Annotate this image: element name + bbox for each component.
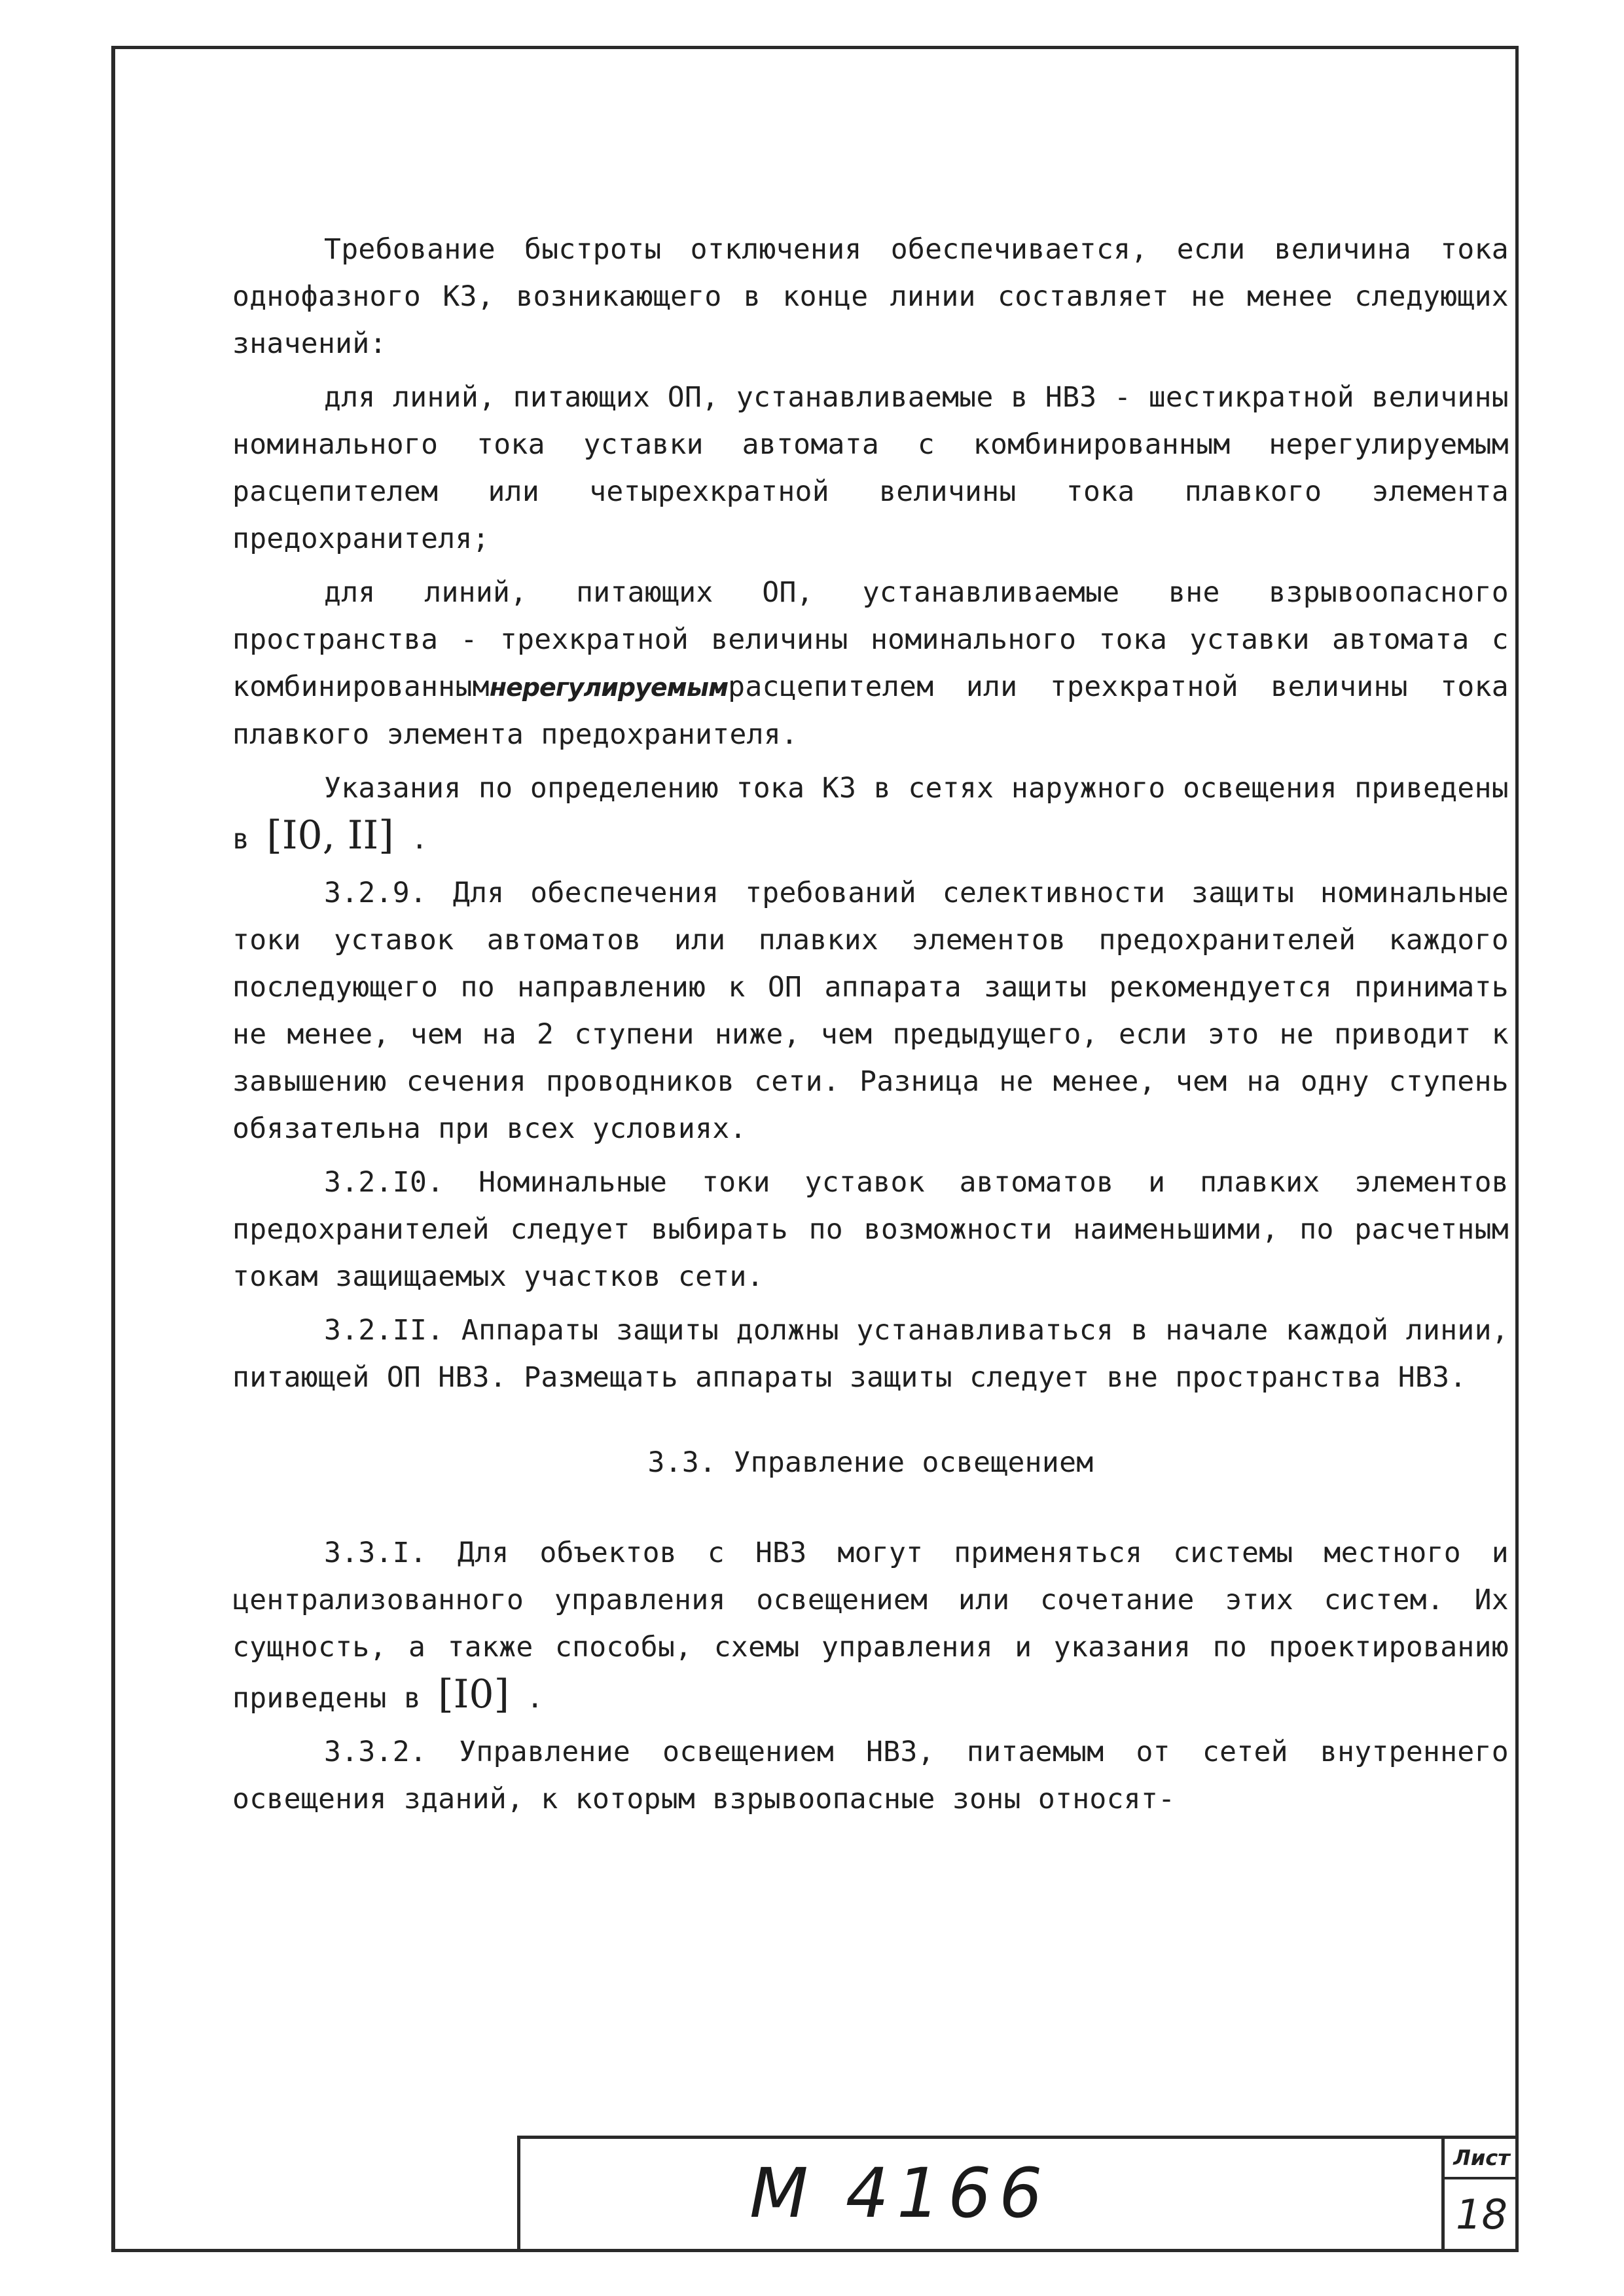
paragraph-lines-outside: [232, 569, 1509, 758]
paragraph-kz-instructions-text: Указания по определению тока КЗ в сетях наружного освещения приведены в: [232, 772, 1509, 856]
paragraph-3-2-10: 3.2.I0. Номинальные токи уставок автоматов и плавких элементов предохранителей следует выбирать по возможности наименьшими, по расчетным токам защищаемых участков сети.: [232, 1166, 1509, 1293]
paragraph-lines-outside-part1: для линий, питающих ОП, устанавливаемые вне взрывоопасного пространства - трехкратной величины номинального тока уставки автомата с комбинированным: [232, 576, 1509, 703]
section-heading-3-3: 3.3. Управление освещением: [647, 1446, 1094, 1479]
paragraph-lines-outside-part2: расцепителем или трехкратной величины тока плавкого элемента предохранителя.: [232, 670, 1509, 751]
paragraph-3-2-9: 3.2.9. Для обеспечения требований селективности защиты номинальные токи уставок автоматов или плавких элементов предохранителей каждого последующего по направлению к ОП аппарата защиты рекомендуется принимать не менее, чем на 2 ступени ниже, чем предыдущего, если это не приводит к завышению сечения проводников сети. Разница не менее, чем на одну ступень обязательна при всех условиях.: [232, 877, 1509, 1145]
document-number: М 4166: [749, 2153, 1051, 2233]
sentence-end-mark: .: [410, 823, 429, 856]
paragraph-3-3-1-text: 3.3.I. Для объектов с НВЗ могут применяться системы местного и централизованного управления освещением или сочетание этих систем. Их сущность, а также способы, схемы управления и указания по проектированию приведены в: [232, 1537, 1509, 1715]
sheet-number: 18: [1456, 2191, 1507, 2238]
sheet-box: [1441, 2139, 1519, 2252]
paragraph-3-3-1: [232, 1529, 1509, 1722]
handwritten-insertion: нерегулируемым: [489, 673, 729, 702]
reference-citation: [I0, II]: [266, 812, 394, 858]
document-body: [232, 226, 1509, 1829]
sheet-label: Лист: [1445, 2139, 1519, 2179]
sentence-end-mark: .: [526, 1682, 544, 1715]
paragraph-lines-in-nvz: для линий, питающих ОП, устанавливаемые в НВЗ - шестикратной величины номинального тока уставки автомата с комбинированным нерегулируемым расцепителем или четырехкратной величины тока плавкого элемента предохранителя;: [232, 381, 1509, 555]
paragraph-3-3-2: 3.3.2. Управление освещением НВЗ, питаемым от сетей внутреннего освещения зданий, к которым взрывоопасные зоны относят-: [232, 1736, 1509, 1815]
title-block: [517, 2136, 1519, 2252]
paragraph-kz-instructions: [232, 765, 1509, 863]
paragraph-3-2-11: 3.2.II. Аппараты защиты должны устанавливаться в начале каждой линии, питающей ОП НВЗ. Размещать аппараты защиты следует вне пространства НВЗ.: [232, 1314, 1509, 1394]
reference-citation: [I0]: [438, 1671, 509, 1717]
paragraph-speed-requirement: Требование быстроты отключения обеспечивается, если величина тока однофазного КЗ, возникающего в конце линии составляет не менее следующих значений:: [232, 233, 1509, 360]
